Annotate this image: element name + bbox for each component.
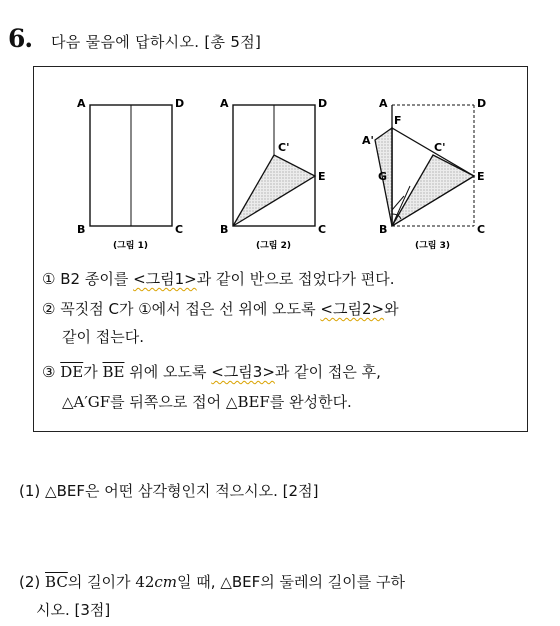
step-1-figure-ref: <그림1> xyxy=(133,270,197,288)
question-number: 6. xyxy=(8,24,33,53)
segment-de: $\overline{DE}$ xyxy=(60,363,84,381)
step-3-line-2a: 를 뒤쪽으로 접어 xyxy=(110,393,226,411)
step-1-marker: ① xyxy=(42,270,56,288)
segment-bc: $\overline{BC}$ xyxy=(45,573,68,591)
fig2-label-d: D xyxy=(318,97,328,110)
step-2-marker: ② xyxy=(42,300,56,318)
question-title: 다음 물음에 답하시오. [총 5점] xyxy=(51,33,262,51)
subquestion-2-unit: cm xyxy=(154,573,178,591)
step-1-pre: B2 종이를 xyxy=(60,270,134,288)
fig3-label-a: A xyxy=(379,97,388,110)
subquestion-2-t2: 일 때, △BEF의 둘레의 길이를 구하 xyxy=(177,573,405,591)
triangle-agf: △A′GF xyxy=(62,393,111,411)
fig1-label-b: B xyxy=(77,223,86,236)
fig3-label-g: G xyxy=(378,170,388,183)
subquestion-2 xyxy=(19,571,405,592)
fig2-label-e: E xyxy=(318,170,326,183)
step-2-post: 와 xyxy=(384,300,399,318)
step-3-line-2b: 를 완성한다. xyxy=(269,393,352,411)
fig1-label-d: D xyxy=(175,97,185,110)
subquestion-2-value: 42 xyxy=(135,573,155,591)
subquestion-2-label: (2) xyxy=(19,573,41,591)
step-3-mid-2: 위에 오도록 xyxy=(124,363,212,381)
step-1 xyxy=(42,268,394,290)
step-3-figure-ref: <그림3> xyxy=(211,363,275,381)
fig2-label-c: C xyxy=(318,223,327,236)
fig2-label-a: A xyxy=(220,97,229,110)
step-3-post: 과 같이 접은 후, xyxy=(274,363,381,381)
fig1-caption: (그림 1) xyxy=(113,241,149,251)
figure-1 xyxy=(77,97,184,251)
step-3-line-2 xyxy=(62,391,352,413)
subquestion-2-line-2: 시오. [3점] xyxy=(36,601,111,619)
step-2-line-2: 같이 접는다. xyxy=(62,328,144,346)
fig3-label-d: D xyxy=(477,97,487,110)
step-2-figure-ref: <그림2> xyxy=(320,300,385,318)
fig2-label-c-prime: C' xyxy=(278,141,290,154)
fig2-label-b: B xyxy=(220,223,229,236)
fig3-label-b: B xyxy=(379,223,388,236)
step-1-post: 과 같이 반으로 접었다가 편다. xyxy=(196,270,395,288)
subquestion-2-t1: 의 길이가 xyxy=(67,573,136,591)
subquestion-1 xyxy=(19,480,318,501)
fig3-label-c: C xyxy=(477,223,486,236)
fig3-label-e: E xyxy=(477,170,485,183)
fig2-caption: (그림 2) xyxy=(256,241,292,251)
step-3-mid-1: 가 xyxy=(83,363,103,381)
fig3-label-c-prime: C' xyxy=(434,141,446,154)
figure-2 xyxy=(220,97,327,251)
fig3-caption: (그림 3) xyxy=(415,241,451,251)
subquestion-1-label: (1) xyxy=(19,482,41,500)
subquestion-1-text: △BEF은 어떤 삼각형인지 적으시오. [2점] xyxy=(45,482,319,500)
step-3-marker: ③ xyxy=(42,363,56,381)
fig3-label-a-prime: A' xyxy=(362,134,374,147)
triangle-bef: △BEF xyxy=(225,393,270,411)
fig1-label-c: C xyxy=(175,223,184,236)
figure-3 xyxy=(362,97,486,251)
step-2-pre: 꼭짓점 C가 ①에서 접은 선 위에 오도록 xyxy=(60,300,321,318)
fig1-label-a: A xyxy=(77,97,86,110)
folding-figures xyxy=(0,0,560,270)
step-2 xyxy=(42,298,399,320)
segment-be: $\overline{BE}$ xyxy=(102,363,125,381)
fig3-label-f: F xyxy=(394,114,402,127)
step-3 xyxy=(42,361,381,383)
